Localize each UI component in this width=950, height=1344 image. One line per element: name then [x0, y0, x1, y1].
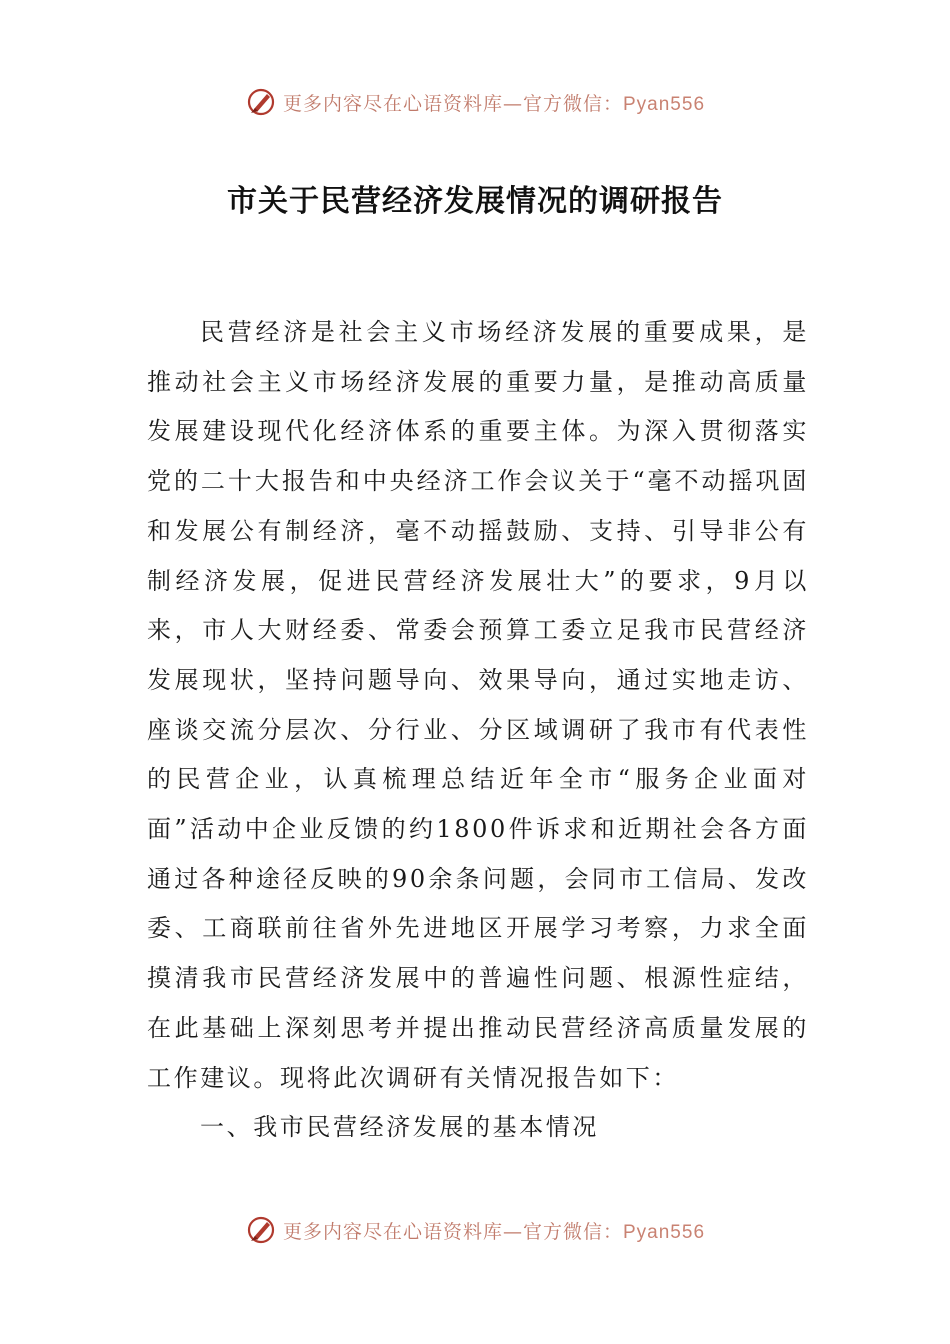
watermark-text: 更多内容尽在心语资料库—官方微信：Pyan556 [282, 92, 706, 115]
document-title: 市关于民营经济发展情况的调研报告 [227, 184, 723, 219]
pen-logo-icon [245, 86, 277, 118]
body-paragraph: 民营经济是社会主义市场经济发展的重要成果，是推动社会主义市场经济发展的重要力量，是推动高质量发展建设现代化经济体系的重要主体。为深入贯彻落实党的二十大报告和中央经济工作会议关于“毫不动摇巩固和发展公有制经济，毫不动摇鼓励、支持、引导非公有制经济发展，促进民营经济发展壮大”的要求，9月以来，市人大财经委、常委会预算工委立足我市民营经济发展现状，坚持问题导向、效果导向，通过实地走访、座谈交流分层次、分行业、分区域调研了我市有代表性的民营企业，认真梳理总结近年全市“服务企业面对面”活动中企业反馈的约1800件诉求和近期社会各方面通过各种途径反映的90余条问题，会同市工信局、发改委、工商联前往省外先进地区开展学习考察，力求全面摸清我市民营经济发展中的普遍性问题、根源性症结，在此基础上深刻思考并提出推动民营经济高质量发展的工作建议。现将此次调研有关情况报告如下： [147, 318, 809, 1092]
document-body [147, 308, 809, 1153]
section-heading: 一、我市民营经济发展的基本情况 [200, 1113, 599, 1142]
watermark-text: 更多内容尽在心语资料库—官方微信：Pyan556 [282, 1220, 706, 1243]
watermark-footer [0, 1210, 950, 1250]
watermark-header [0, 82, 950, 122]
pen-logo-icon [245, 1214, 277, 1246]
